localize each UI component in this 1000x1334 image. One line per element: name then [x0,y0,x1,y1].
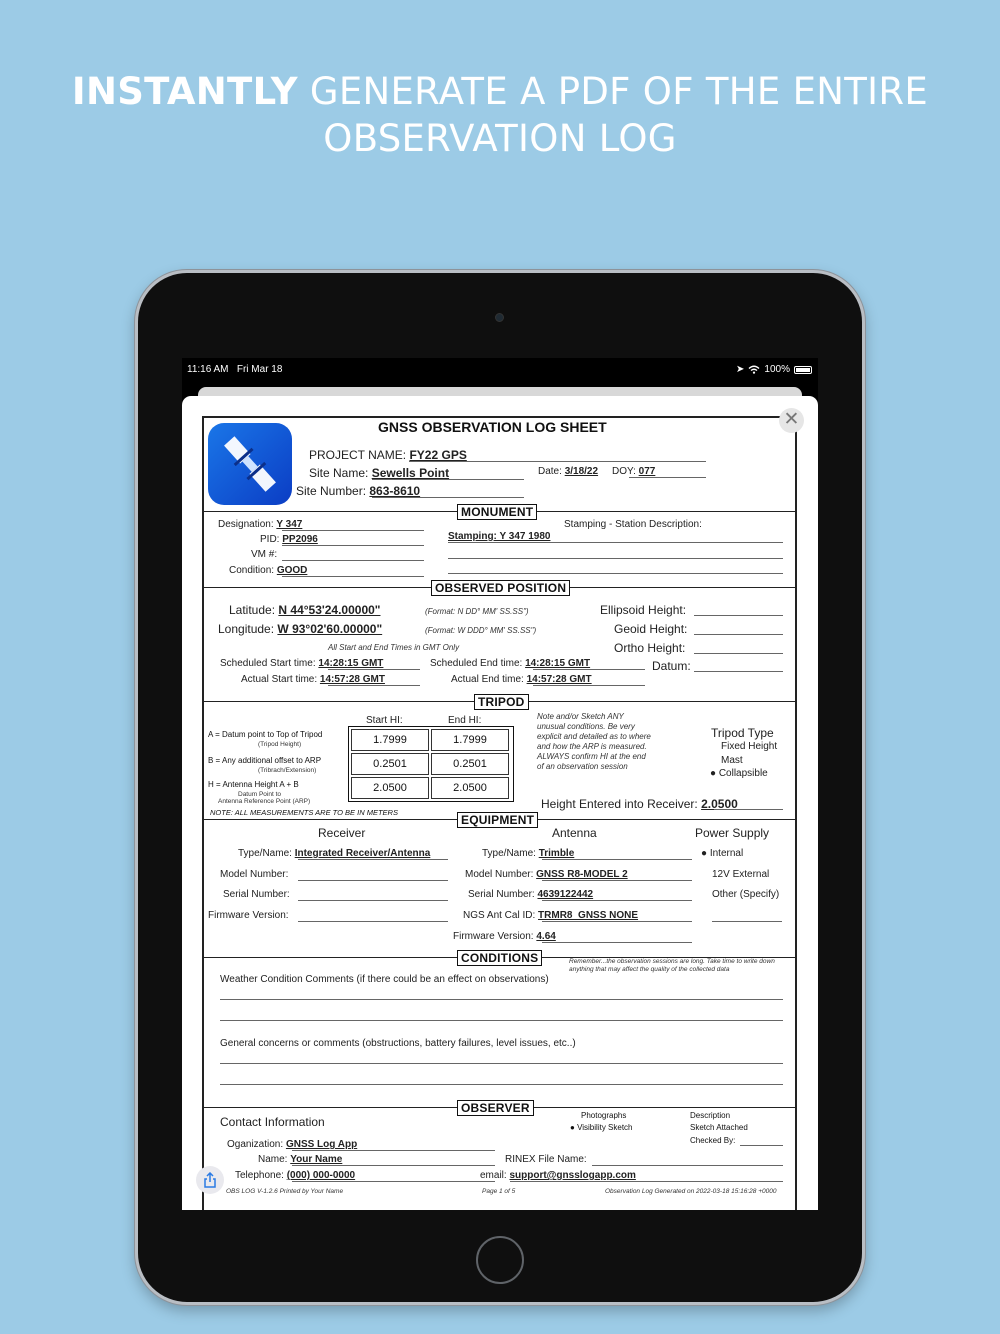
share-button[interactable] [196,1166,224,1194]
pid-label: PID: [260,534,280,545]
contact-label: Contact Information [220,1115,325,1129]
name-value: Your Name [290,1154,343,1165]
antenna-fw-label: Firmware Version: [453,931,534,942]
headline-strong: INSTANTLY [71,70,298,113]
latitude-format: (Format: N DD° MM' SS.SS") [425,607,529,616]
tripod-note [537,712,651,772]
sched-end-value: 14:28:15 GMT [525,658,591,669]
tripod-b-label: B = Any additional offset to ARP [208,756,322,765]
visibility-label: Visibility Sketch [577,1123,633,1132]
monument-header: MONUMENT [457,504,537,520]
conditions-reminder-2: anything that may affect the quality of the collected data [569,966,730,973]
email-value: support@gnsslogapp.com [509,1170,636,1181]
project-label: PROJECT NAME: [309,448,407,462]
telephone-value: (000) 000-0000 [286,1170,356,1181]
antenna-type-label: Type/Name: [482,848,536,859]
tripod-type-collapsible: Collapsible [718,768,768,779]
site-name-value: Sewells Point [371,466,450,480]
geoid-label: Geoid Height: [614,622,688,636]
photos-label: Photographs [581,1111,627,1120]
receiver-serial-label: Serial Number: [223,889,290,900]
antenna-ngs-label: NGS Ant Cal ID: [463,910,536,921]
condition-value: GOOD [276,565,308,576]
equipment-header: EQUIPMENT [457,812,538,828]
power-internal: Internal [709,848,744,859]
hi-cell: 2.0500 [351,777,429,799]
sched-end-label: Scheduled End time: [430,658,523,669]
footer-center: Page 1 of 5 [482,1188,516,1195]
power-other: Other (Specify) [712,889,780,900]
status-time: 11:16 AM [187,364,229,375]
receiver-type-label: Type/Name: [238,848,292,859]
doy-label: DOY: [611,466,636,477]
height-entered-label: Height Entered into Receiver: [541,797,698,811]
close-button[interactable] [779,408,804,433]
organization-label: Oganization: [227,1139,284,1150]
end-hi-label: End HI: [448,715,482,726]
sketch-label: Sketch Attached [690,1123,748,1132]
start-hi-label: Start HI: [366,715,403,726]
tripod-note-line: Note and/or Sketch ANY [537,712,624,721]
tripod-note-line: explicit and detailed as to where [537,732,651,741]
home-button[interactable] [476,1236,524,1284]
antenna-ngs-value: TRMR8_GNSS NONE [538,910,639,921]
status-date: Fri Mar 18 [236,364,283,375]
rinex-label: RINEX File Name: [505,1154,587,1165]
close-icon: ✕ [783,409,800,430]
headline-line2: OBSERVATION LOG [323,117,677,160]
location-arrow-icon: ➤ [736,364,745,375]
latitude-label: Latitude: [229,603,276,617]
name-label: Name: [258,1154,288,1165]
antenna-model-value: GNSS R8-MODEL 2 [536,869,628,880]
longitude-value: W 93°02'60.00000" [277,622,383,636]
email-label: email: [480,1170,507,1181]
meters-note: NOTE: ALL MEASUREMENTS ARE TO BE IN METERS [210,808,398,817]
sheet-title: GNSS OBSERVATION LOG SHEET [378,419,607,435]
doy-value: 077 [638,466,656,477]
footer-right: Observation Log Generated on 2022-03-18 15:16:28 +0000 [605,1188,777,1195]
hi-cell: 1.7999 [431,729,509,751]
tripod-h-sub1: Datum Point to [238,791,281,798]
tripod-note-line: unusual conditions. Be very [537,722,635,731]
tripod-note-line: of an observation session [537,762,628,771]
tripod-type-label: Tripod Type [711,726,774,740]
site-name-label: Site Name: [309,466,369,480]
stamping-value: Stamping: Y 347 1980 [448,531,551,542]
actual-end-label: Actual End time: [451,674,524,685]
power-12v: 12V External [712,869,770,880]
headline-line1: GENERATE A PDF OF THE ENTIRE [309,70,929,113]
wifi-icon [748,365,760,374]
tripod-b-sub: (Tribrach/Extension) [258,767,317,774]
sched-start-label: Scheduled Start time: [220,658,316,669]
tripod-note-line: ALWAYS confirm HI at the end [537,752,646,761]
datum-label: Datum: [652,659,691,673]
longitude-label: Longitude: [218,622,275,636]
date-value: 3/18/22 [564,466,599,477]
tripod-type-mast: Mast [721,755,743,766]
observer-header: OBSERVER [457,1100,534,1116]
condition-label: Condition: [229,565,275,576]
ortho-label: Ortho Height: [614,641,686,655]
share-icon [203,1172,217,1188]
footer-left: OBS LOG V-1.2.6 Printed by Your Name [226,1188,344,1195]
checked-label: Checked By: [690,1136,736,1145]
antenna-model-label: Model Number: [465,869,534,880]
receiver-col: Receiver [318,826,366,840]
tripod-type-fixed: Fixed Height [721,741,778,752]
tripod-note-line: and how the ARP is measured. [537,742,647,751]
weather-label: Weather Condition Comments (if there could be an effect on observations) [220,974,549,985]
hi-cell: 0.2501 [351,753,429,775]
latitude-value: N 44°53'24.00000" [278,603,381,617]
site-number-label: Site Number: [296,484,367,498]
hi-cell: 2.0500 [431,777,509,799]
description-label: Description [690,1111,731,1120]
satellite-logo-icon [208,423,292,505]
tripod-a-sub: (Tripod Height) [258,741,302,748]
hi-cell: 0.2501 [431,753,509,775]
antenna-serial-value: 4639122442 [537,889,594,900]
organization-value: GNSS Log App [285,1139,358,1150]
receiver-fw-label: Firmware Version: [208,910,289,921]
conditions-reminder-1: Remember...the observation sessions are long. Take time to write down [569,958,775,965]
telephone-label: Telephone: [235,1170,284,1181]
log-sheet-document: GNSS OBSERVATION LOG SHEET PROJECT NAME: FY22 GPS Site Name: Sewells Point Date: 3/18/22 DOY: 077 Site Number: 863-8610 MONUMENT Designation: Y 347 PID: PP2096 VM #: Condition: GOOD Stamping - Station Description: Stamping: Y 347 1980 OBSERVED POSITION Latitude: N 44°53'24.00000" (Format: N DD° MM' SS.SS") Longitude: W 93°02'60.00000" (Format: W DDD° MM' SS.SS") All Start and End Times in GMT Only Scheduled Start time: 14:28:15 GMT Actual Start time: 14:57:28 GMT Scheduled End time: 14:28:15 GMT Actual End time: 14:57:28 GMT Ellipsoid Height: Geoid Height: Ortho Height: Datum: TRIPOD Start HI: End HI: A = Datum point to Top of Tripod (Tripod Height) B = Any additional offset to ARP (Tribrach/Extension) H = Antenna Height A + B Datum Point to Antenna Reference Point (ARP) NOTE: ALL MEASUREMENTS ARE TO BE IN METERS 1.7999 1.7999 0.2501 0.2501 2.0500 2.0500 Note and/or Sketch ANY unusual conditions. Be very explicit and detailed as to where and how the ARP is measured. ALWAYS confirm HI at the end of an observation session Tripod Type Fixed Height Mast ● Collapsible Height Entered into Receiver: 2.0500 EQUIPMENT Receiver Antenna Power Supply Type/Name: Integrated Receiver/Antenna Model Number: Serial Number: Firmware Version: Type/Name: Trimble Model Number: GNSS R8-MODEL 2 Serial Number: 4639122442 NGS Ant Cal ID: TRMR8_GNSS NONE Firmware Version: 4.64 ● Internal 12V External Other (Specify) CONDITIONS Remember...the observation sessions are long. Take time to write down anything that may affect the quality of the collected data Weather Condition Comments (if there could be an effect on observations) General concerns or comments (obstructions, battery failures, level issues, etc..) OBSERVER Contact Information Photographs ● Visibility Sketch Description Sketch Attached Checked By: Oganization: GNSS Log App Name: Your Name Telephone: (000) 000-0000 RINEX File Name: email: support@gnsslogapp.com OBS LOG V-1.2.6 Printed by Your Name Page 1 of 5 Observation Log Generated on 2022-03-18 15:16:28 +0000 [202,416,797,1210]
antenna-type-value: Trimble [538,848,575,859]
observed-position-header: OBSERVED POSITION [431,580,570,596]
status-battery-text: 100% [764,364,790,375]
actual-end-value: 14:57:28 GMT [526,674,592,685]
headline [0,68,1000,162]
vm-label: VM #: [251,549,278,560]
tripod-a-label: A = Datum point to Top of Tripod [208,730,323,739]
receiver-model-label: Model Number: [220,869,289,880]
camera [495,313,504,322]
pid-value: PP2096 [282,534,318,545]
conditions-header: CONDITIONS [457,950,542,966]
longitude-format: (Format: W DDD° MM' SS.SS") [425,626,537,635]
tripod-h-label: H = Antenna Height A + B [208,780,299,789]
stamping-desc-label: Stamping - Station Description: [564,519,702,530]
sched-start-value: 14:28:15 GMT [318,658,384,669]
tripod-header: TRIPOD [474,694,529,710]
hi-table [348,726,514,802]
status-bar [182,358,818,382]
receiver-type-value: Integrated Receiver/Antenna [294,848,431,859]
antenna-col: Antenna [552,826,597,840]
site-number-value: 863-8610 [369,484,421,498]
ellipsoid-label: Ellipsoid Height: [600,603,687,617]
designation-label: Designation: [218,519,274,530]
general-label: General concerns or comments (obstructions, battery failures, level issues, etc..) [220,1038,576,1049]
date-label: Date: [538,466,562,477]
antenna-serial-label: Serial Number: [468,889,535,900]
designation-value: Y 347 [276,519,303,530]
antenna-fw-value: 4.64 [536,931,556,942]
actual-start-value: 14:57:28 GMT [319,674,385,685]
gmt-note: All Start and End Times in GMT Only [328,643,460,652]
project-value: FY22 GPS [409,448,467,462]
ipad-screen [182,358,818,1210]
battery-icon [794,366,812,374]
actual-start-label: Actual Start time: [241,674,318,685]
tripod-h-sub2: Antenna Reference Point (ARP) [218,798,311,805]
height-entered-value: 2.0500 [701,797,738,811]
power-col: Power Supply [695,826,770,840]
hi-cell: 1.7999 [351,729,429,751]
